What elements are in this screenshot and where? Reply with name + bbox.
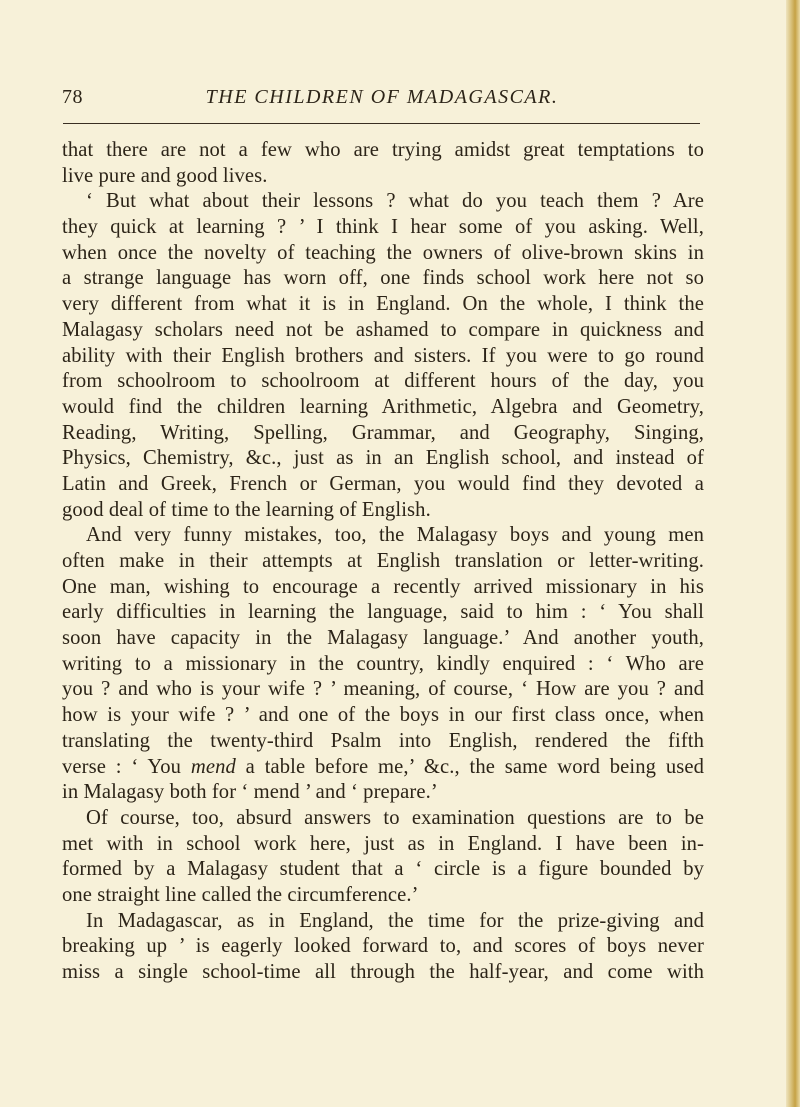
text-line: very different from what it is in England. On the whole, I think the	[62, 293, 704, 316]
text-line: in Malagasy both for ‘ mend ’ and ‘ prepare.’	[62, 781, 438, 804]
text-line: Reading, Writing, Spelling, Grammar, and Geography, Singing,	[62, 421, 704, 444]
page-edge	[786, 0, 800, 1107]
text-line: Of course, too, absurd answers to examination questions are to be	[86, 806, 704, 829]
text-line: that there are not a few who are trying amidst great temptations to	[62, 139, 704, 161]
italic-word: mend	[190, 755, 236, 778]
running-head	[62, 86, 702, 112]
text-line: from schoolroom to schoolroom at different hours of the day, you	[62, 370, 704, 393]
text-line: would find the children learning Arithmetic, Algebra and Geometry,	[62, 395, 704, 418]
text-line: writing to a missionary in the country, kindly enquired : ‘ Who are	[62, 652, 704, 675]
text-line: formed by a Malagasy student that a ‘ circle is a figure bounded by	[62, 858, 704, 881]
text-line: when once the novelty of teaching the owners of olive-brown skins in	[62, 241, 704, 264]
text-line	[62, 755, 704, 781]
text-line: And very funny mistakes, too, the Malagasy boys and young men	[86, 524, 704, 547]
text-line: soon have capacity in the Malagasy language.’ And another youth,	[62, 627, 704, 650]
text-line: Malagasy scholars need not be ashamed to compare in quickness and	[62, 318, 704, 341]
text-line: ability with their English brothers and sisters. If you were to go round	[62, 344, 704, 367]
text-line: early difficulties in learning the language, said to him : ‘ You shall	[62, 601, 704, 624]
text-line: met with in school work here, just as in England. I have been in-	[62, 832, 704, 855]
text-line: ‘ But what about their lessons ? what do you teach them ? Are	[86, 190, 704, 213]
text-line: you ? and who is your wife ? ’ meaning, of course, ‘ How are you ? and	[62, 678, 704, 701]
running-title: THE CHILDREN OF MADAGASCAR.	[205, 86, 559, 108]
body-text	[62, 138, 704, 986]
text-line: live pure and good lives.	[62, 164, 268, 187]
text-line: miss a single school-time all through the half-year, and come with	[62, 961, 704, 983]
text-line: Latin and Greek, French or German, you would find they devoted a	[62, 472, 704, 495]
text-line: In Madagascar, as in England, the time for the prize-giving and	[86, 909, 704, 932]
header-rule	[63, 123, 700, 124]
verse-text-after: a table before me,’ &c., the same word being used	[235, 755, 704, 778]
text-line: One man, wishing to encourage a recently arrived missionary in his	[62, 575, 704, 598]
text-line: good deal of time to the learning of English.	[62, 498, 431, 521]
text-line: translating the twenty-third Psalm into English, rendered the fifth	[62, 729, 704, 752]
text-line: a strange language has worn off, one finds school work here not so	[62, 267, 704, 290]
text-line: they quick at learning ? ’ I think I hear some of you asking. Well,	[62, 216, 704, 239]
verse-text-before: verse : ‘ You	[62, 755, 191, 778]
page-number: 78	[62, 86, 83, 108]
text-line: breaking up ’ is eagerly looked forward to, and scores of boys never	[62, 935, 704, 958]
text-line: one straight line called the circumference.’	[62, 883, 419, 906]
text-line: often make in their attempts at English translation or letter-writing.	[62, 550, 704, 572]
text-line: Physics, Chemistry, &c., just as in an English school, and instead of	[62, 447, 704, 470]
text-line: how is your wife ? ’ and one of the boys in our first class once, when	[62, 704, 704, 727]
